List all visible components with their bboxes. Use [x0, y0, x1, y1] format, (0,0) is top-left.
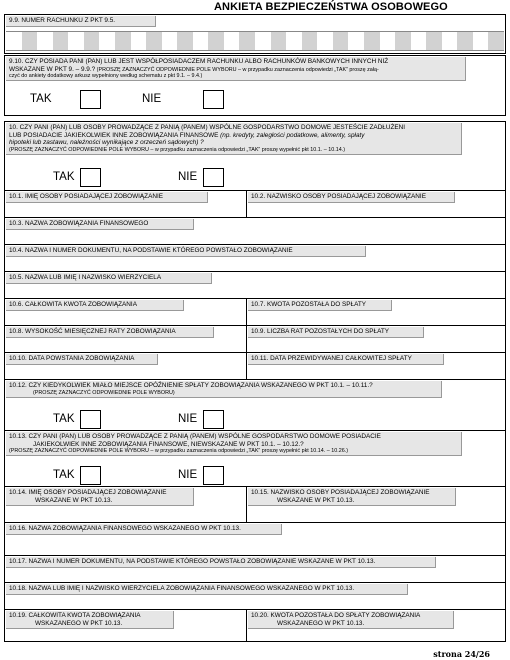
account-digit-cell[interactable]	[457, 32, 473, 50]
field-label-10-20	[248, 611, 454, 629]
column-divider	[246, 298, 247, 379]
field-label-10-8: 10.8. WYSOKOŚĆ MIESIĘCZNEJ RATY ZOBOWIĄZANIA	[6, 327, 214, 338]
field-label-10-1: 10.1. IMIĘ OSOBY POSIADAJĄCEJ ZOBOWIĄZANIE	[6, 192, 208, 203]
account-digit-cell[interactable]	[395, 32, 411, 50]
account-digit-cell[interactable]	[411, 32, 427, 50]
row-divider	[4, 190, 506, 191]
field-label-10-2: 10.2. NAZWISKO OSOBY POSIADAJĄCEJ ZOBOWIĄZANIE	[248, 192, 455, 203]
account-digit-cell[interactable]	[380, 32, 396, 50]
row-divider	[4, 244, 506, 245]
account-digit-cell[interactable]	[99, 32, 115, 50]
option-yes-label-10-13: TAK	[53, 469, 75, 481]
column-divider	[246, 190, 247, 217]
field-label-10-14-line1: 10.14. IMIĘ OSOBY POSIADAJĄCEJ ZOBOWIĄZANIE	[9, 489, 167, 496]
question-10	[6, 123, 462, 155]
field-label-10-15-line2: WSKAZANE W PKT 10.13.	[277, 496, 355, 504]
account-digit-cell[interactable]	[333, 32, 349, 50]
page-number: strona 24/26	[433, 649, 490, 659]
account-digit-cell[interactable]	[84, 32, 100, 50]
checkbox-yes-10[interactable]	[80, 168, 101, 187]
account-digit-cell[interactable]	[271, 32, 287, 50]
account-digit-cell[interactable]	[53, 32, 69, 50]
question-9-10-line3: czyć do ankiety dodatkowy arkusz wypełniony według schematu z pkt 9.1. – 9.4.)	[9, 73, 203, 80]
account-digit-cell[interactable]	[146, 32, 162, 50]
option-yes-label-10-12: TAK	[53, 413, 75, 425]
account-digit-cell[interactable]	[317, 32, 333, 50]
field-label-10-10: 10.10. DATA POWSTANIA ZOBOWIĄZANIA	[6, 354, 158, 365]
option-yes-label-9-10: TAK	[30, 93, 52, 105]
checkbox-yes-10-13[interactable]	[80, 466, 101, 485]
field-label-10-14-line2: WSKAZANE W PKT 10.13.	[35, 496, 113, 504]
page-title: ANKIETA BEZPIECZEŃSTWA OSOBOWEGO	[214, 1, 448, 13]
account-digit-cell[interactable]	[348, 32, 364, 50]
account-digit-cell[interactable]	[22, 32, 38, 50]
question-10-12-line1: 10.12. CZY KIEDYKOLWIEK MIAŁO MIEJSCE OPÓŹNIENIE SPŁATY ZOBOWIĄZANIA WSKAZANEGO W PKT 10.1. – 10.11.?	[9, 382, 373, 389]
account-digit-cell[interactable]	[239, 32, 255, 50]
field-label-10-17: 10.17. NAZWA I NUMER DOKUMENTU, NA PODSTAWIE KTÓREGO POWSTAŁO ZOBOWIĄZANIE WSKAZANE W PKT 10.13.	[6, 557, 436, 568]
field-label-10-5: 10.5. NAZWA LUB IMIĘ I NAZWISKO WIERZYCIELA	[6, 273, 212, 284]
account-digit-cell[interactable]	[224, 32, 240, 50]
question-10-12	[6, 381, 442, 398]
field-label-10-3: 10.3. NAZWA ZOBOWIĄZANIA FINANSOWEGO	[6, 219, 194, 230]
row-divider	[4, 522, 506, 523]
checkbox-yes-10-12[interactable]	[80, 410, 101, 429]
account-digit-cell[interactable]	[115, 32, 131, 50]
row-divider	[4, 325, 506, 326]
option-no-label-10: NIE	[178, 171, 198, 183]
row-divider	[4, 609, 506, 610]
account-digit-cell[interactable]	[6, 32, 22, 50]
account-digit-cell[interactable]	[208, 32, 224, 50]
question-9-10-note: (PROSZĘ ZAZNACZYĆ ODPOWIEDNIE POLE WYBORU – w przypadku zaznaczenia odpowiedzi „TAK” proszę załą-	[95, 66, 379, 73]
checkbox-no-10-12[interactable]	[203, 410, 224, 429]
checkbox-no-10-13[interactable]	[203, 466, 224, 485]
question-9-10-line1: 9.10. CZY POSIADA PANI (PAN) LUB JEST WSPÓŁPOSIADACZEM RACHUNKU ALBO RACHUNKÓW BANKOWYCH INNYCH NIŻ	[9, 58, 389, 65]
field-label-10-18: 10.18. NAZWA LUB IMIĘ I NAZWISKO WIERZYCIELA ZOBOWIĄZANIA FINANSOWEGO WSKAZANEGO W PKT 10.13.	[6, 584, 408, 595]
account-digit-cell[interactable]	[473, 32, 489, 50]
row-divider	[4, 271, 506, 272]
question-10-13-line1: 10.13. CZY PANI (PAN) LUB OSOBY PROWADZĄCE Z PANIĄ (PANEM) WSPÓLNE GOSPODARSTWO DOMOWE POSIADACIE	[9, 433, 381, 440]
option-no-label-9-10: NIE	[142, 93, 162, 105]
field-label-10-15	[248, 488, 456, 506]
row-divider	[4, 379, 506, 380]
account-digit-cell[interactable]	[68, 32, 84, 50]
field-label-10-19-line2: WSKAZANEGO W PKT 10.13.	[35, 619, 123, 627]
row-divider	[4, 352, 506, 353]
field-label-10-9: 10.9. LICZBA RAT POZOSTAŁYCH DO SPŁATY	[248, 327, 424, 338]
field-label-10-16: 10.16. NAZWA ZOBOWIĄZANIA FINANSOWEGO WSKAZANEGO W PKT 10.13.	[6, 524, 282, 535]
account-digit-cell[interactable]	[177, 32, 193, 50]
field-label-10-4: 10.4. NAZWA I NUMER DOKUMENTU, NA PODSTAWIE KTÓREGO POWSTAŁO ZOBOWIĄZANIE	[6, 246, 366, 257]
field-label-10-15-line1: 10.15. NAZWISKO OSOBY POSIADAJĄCEJ ZOBOWIĄZANIE	[251, 489, 430, 496]
option-yes-label-10: TAK	[53, 171, 75, 183]
row-divider	[4, 298, 506, 299]
account-digit-cell[interactable]	[131, 32, 147, 50]
question-10-12-line2: (PROSZĘ ZAZNACZYĆ ODPOWIEDNIE POLE WYBORU)	[33, 389, 175, 396]
question-10-13-line2: JAKIEKOLWIEK INNE ZOBOWIĄZANIA FINANSOWE, NIEWSKAZANE W PKT 10.1. – 10.12.?	[33, 440, 304, 448]
question-10-line3: hipoteki lub zastawu, należności wynikające z orzeczeń sądowych) ?	[9, 139, 204, 147]
account-digit-cell[interactable]	[193, 32, 209, 50]
question-10-line2: LUB POSIADACIE JAKIEKOLWIEK INNE ZOBOWIĄZANIA FINANSOWE	[9, 131, 219, 139]
row-divider	[4, 582, 506, 583]
account-digit-cell[interactable]	[286, 32, 302, 50]
row-divider	[4, 555, 506, 556]
field-label-10-14	[6, 488, 194, 506]
question-9-10-line2: WSKAZANE W PKT 9. – 9.9.?	[9, 65, 96, 73]
row-divider	[4, 217, 506, 218]
field-label-10-7: 10.7. KWOTA POZOSTAŁA DO SPŁATY	[248, 300, 392, 311]
option-no-label-10-12: NIE	[178, 413, 198, 425]
field-label-10-11: 10.11. DATA PRZEWIDYWANEJ CAŁKOWITEJ SPŁATY	[248, 354, 444, 365]
question-10-line1: 10. CZY PANI (PAN) LUB OSOBY PROWADZĄCE Z PANIĄ (PANEM) WSPÓLNE GOSPODARSTWO DOMOWE JESTEŚCIE ZADŁUŻENI	[9, 124, 406, 131]
column-divider	[246, 609, 247, 642]
field-label-10-19-line1: 10.19. CAŁKOWITA KWOTA ZOBOWIĄZANIA	[9, 612, 141, 619]
field-label-9-9: 9.9. NUMER RACHUNKU Z PKT 9.5.	[6, 16, 156, 27]
field-label-10-6: 10.6. CAŁKOWITA KWOTA ZOBOWIĄZANIA	[6, 300, 184, 311]
field-label-10-20-line1: 10.20. KWOTA POZOSTAŁA DO SPŁATY ZOBOWIĄZANIA	[251, 612, 421, 619]
account-digit-cell[interactable]	[255, 32, 271, 50]
checkbox-no-9-10[interactable]	[203, 90, 224, 109]
checkbox-no-10[interactable]	[203, 168, 224, 187]
question-10-13	[6, 432, 462, 456]
field-label-10-19	[6, 611, 174, 629]
account-digit-cell[interactable]	[488, 32, 504, 50]
question-10-line2-note: (np. kredyty, zaległości podatkowe, alimenty, spłaty	[218, 131, 365, 139]
account-digit-cell[interactable]	[37, 32, 53, 50]
account-digit-cell[interactable]	[442, 32, 458, 50]
account-digit-cell[interactable]	[162, 32, 178, 50]
account-digit-cell[interactable]	[364, 32, 380, 50]
question-10-13-line3: (PROSZĘ ZAZNACZYĆ ODPOWIEDNIE POLE WYBORU – w przypadku zaznaczenia odpowiedzi „TAK” proszę wypełnić pkt 10.14. – 10.26.)	[9, 448, 349, 455]
question-10-line4: (PROSZĘ ZAZNACZYĆ ODPOWIEDNIE POLE WYBORU – w przypadku zaznaczenia odpowiedzi „TAK” proszę wypełnić pkt 10.1. – 10.14.)	[9, 146, 346, 153]
field-label-10-20-line2: WSKAZANEGO W PKT 10.13.	[277, 619, 365, 627]
account-digit-cell[interactable]	[302, 32, 318, 50]
row-divider	[4, 486, 506, 487]
option-no-label-10-13: NIE	[178, 469, 198, 481]
row-divider	[4, 430, 506, 431]
checkbox-yes-9-10[interactable]	[80, 90, 101, 109]
column-divider	[246, 486, 247, 522]
account-digit-cell[interactable]	[426, 32, 442, 50]
question-9-10	[6, 57, 466, 81]
account-number-field[interactable]	[6, 31, 504, 51]
